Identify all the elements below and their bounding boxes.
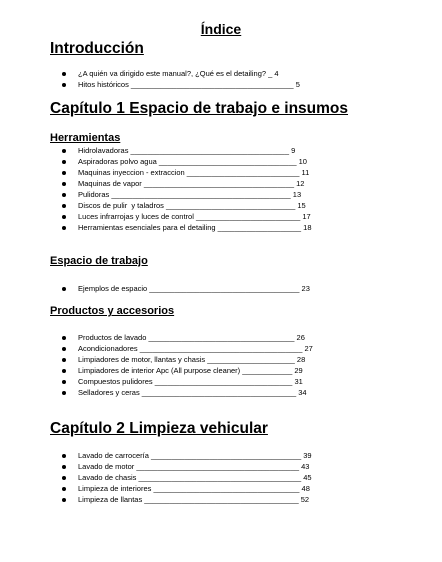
- bullet-icon: [62, 193, 66, 197]
- bullet-icon: [62, 369, 66, 373]
- index-title: Índice: [200, 21, 242, 37]
- bullet-icon: [62, 160, 66, 164]
- bullet-icon: [62, 476, 66, 480]
- bullet-icon: [62, 487, 66, 491]
- bullet-icon: [62, 149, 66, 153]
- products-heading: Productos y accesorios: [50, 305, 175, 317]
- bullet-icon: [62, 204, 66, 208]
- bullet-icon: [62, 498, 66, 502]
- bullet-icon: [62, 380, 66, 384]
- bullet-icon: [62, 347, 66, 351]
- chapter-1-heading: Capítulo 1 Espacio de trabajo e insumos: [50, 100, 349, 117]
- bullet-icon: [62, 83, 66, 87]
- bullet-icon: [62, 215, 66, 219]
- bullet-icon: [62, 465, 66, 469]
- bullet-icon: [62, 182, 66, 186]
- intro-heading: Introducción: [50, 40, 144, 57]
- bullet-icon: [62, 454, 66, 458]
- workspace-heading: Espacio de trabajo: [50, 255, 148, 267]
- document-page: Índice Introducción ¿A quién va dirigido este manual?, ¿Qué es el detailing? _ 4 Hitos históricos _______________________________________ 5 Capítulo 1 Espacio de trabajo e insumos Herramientas Hidrolavadoras ______________________________________ 9 Aspiradoras polvo agua _________________________________ 10 Maquinas inyeccion - extraccion ___________________________ 11 Maquinas de vapor ____________________________________ 12 Pulidoras ___________________________________________ 13 Discos de pulir y taladros _______________________________ 15 Luces infrarrojas y luces de control _________________________ 17 Herramientas esenciales para el detailing ____________________ 18 Espacio de trabajo Ejemplos de espacio ____________________________________ 23 Productos y accesorios Productos de lavado ___________________________________ 26 Acondicionadores _______________________________________ 27 Limpiadores de motor, llantas y chasis _____________________ 28 Limpiadores de interior Apc (All purpose cleaner) ____________ 29 Compuestos pulidores _________________________________ 31 Selladores y ceras _____________________________________ 34 Capítulo 2 Limpieza vehicular Lavado de carrocería ____________________________________ 39 Lavado de motor _______________________________________ 43 Lavado de chasis _______________________________________ 45 Limpieza de interiores ___________________________________ 48 Limpieza de llantas _____________________________________ 52: [0, 0, 442, 562]
- tools-heading: Herramientas: [50, 132, 121, 144]
- bullet-icon: [62, 171, 66, 175]
- chapter-2-heading: Capítulo 2 Limpieza vehicular: [50, 420, 268, 437]
- bullet-icon: [62, 226, 66, 230]
- bullet-icon: [62, 287, 66, 291]
- bullet-icon: [62, 358, 66, 362]
- bullet-icon: [62, 336, 66, 340]
- bullet-icon: [62, 72, 66, 76]
- bullet-icon: [62, 391, 66, 395]
